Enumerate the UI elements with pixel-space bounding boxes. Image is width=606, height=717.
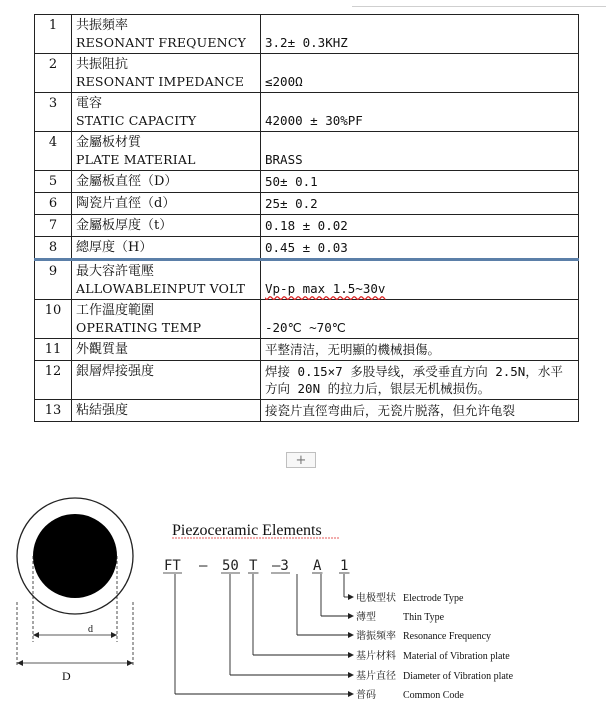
parameter-name [72, 260, 261, 300]
parameter-name-en: PLATE MATERIAL [76, 152, 196, 167]
row-number: 8 [35, 237, 72, 260]
parameter-value [261, 260, 579, 300]
annotation-en: Common Code [403, 690, 464, 701]
row-number: 11 [35, 339, 72, 361]
parameter-name [72, 215, 261, 237]
code-part: FT [164, 558, 181, 574]
annotation-en: Resonance Frequency [403, 631, 492, 642]
diagram-title: Piezoceramic Elements [172, 522, 322, 539]
parameter-value-text: BRASS [265, 152, 303, 167]
table-row [35, 171, 579, 193]
parameter-value [261, 171, 579, 193]
parameter-value-text: 接瓷片直徑弯曲后，无瓷片脱落，但允许龟裂 [265, 403, 516, 418]
parameter-name-en: OPERATING TEMP [76, 320, 202, 335]
table-row [35, 400, 579, 422]
parameter-name [72, 339, 261, 361]
parameter-value [261, 54, 579, 93]
parameter-value [261, 339, 579, 361]
row-number: 2 [35, 54, 72, 93]
piezo-diagram [0, 477, 606, 717]
parameter-name [72, 15, 261, 54]
row-number: 10 [35, 300, 72, 339]
row-number: 3 [35, 93, 72, 132]
row-number: 9 [35, 260, 72, 300]
parameter-name [72, 361, 261, 400]
table-row [35, 15, 579, 54]
code-part: – [199, 558, 208, 574]
annotation-cn: 谐振频率 [356, 631, 396, 642]
code-part: 1 [340, 558, 349, 574]
parameter-name-cn: 陶瓷片直徑（d） [76, 196, 176, 211]
parameter-value-text: 50± 0.1 [265, 174, 318, 189]
parameter-value [261, 300, 579, 339]
parameter-value-text: 42000 ± 30%PF [265, 113, 363, 128]
disc-drawing [17, 498, 133, 683]
parameter-value [261, 361, 579, 400]
code-leaders [175, 574, 514, 701]
parameter-name-cn: 銀層焊接强度 [76, 364, 155, 379]
outer-diameter-label: D [62, 669, 71, 683]
parameter-value-text: -20℃ ~70℃ [265, 320, 346, 335]
parameter-name [72, 132, 261, 171]
parameter-name-cn: 總厚度（H） [76, 240, 153, 255]
code-part: T [249, 558, 258, 574]
parameter-name-cn: 金屬板厚度（t） [76, 218, 173, 233]
header-rule [352, 0, 606, 7]
parameter-value-text: 平整清洁，无明顯的機械損傷。 [265, 342, 441, 357]
parameter-name [72, 237, 261, 260]
table-row [35, 237, 579, 260]
annotation-cn: 薄型 [356, 612, 376, 623]
table-row [35, 361, 579, 400]
row-number: 5 [35, 171, 72, 193]
parameter-value-text: 25± 0.2 [265, 196, 318, 211]
annotation-cn: 基片直径 [356, 671, 396, 682]
parameter-name [72, 54, 261, 93]
model-code [163, 558, 350, 574]
table-row [35, 339, 579, 361]
annotation-en: Material of Vibration plate [403, 651, 510, 662]
parameter-name [72, 300, 261, 339]
table-row [35, 260, 579, 300]
inner-diameter-label: d [88, 624, 93, 635]
parameter-value [261, 132, 579, 171]
annotation-en: Electrode Type [403, 593, 464, 604]
parameter-value [261, 237, 579, 260]
parameter-name [72, 93, 261, 132]
ceramic-disc [33, 514, 117, 598]
row-number: 6 [35, 193, 72, 215]
parameter-value [261, 193, 579, 215]
parameter-value-text: 3.2± 0.3KHZ [265, 35, 348, 50]
parameter-name-cn: 工作溫度範圍 [76, 303, 155, 318]
add-row-button[interactable]: + [286, 452, 316, 468]
parameter-value-text: 0.45 ± 0.03 [265, 240, 348, 255]
parameter-name-cn: 粘結强度 [76, 403, 129, 418]
code-part: –3 [272, 558, 289, 574]
table-row [35, 300, 579, 339]
annotation-cn: 普码 [356, 690, 376, 701]
parameter-value [261, 15, 579, 54]
annotation-en: Diameter of Vibration plate [403, 671, 514, 682]
parameter-name [72, 193, 261, 215]
parameter-value [261, 215, 579, 237]
parameter-name [72, 400, 261, 422]
parameter-name-cn: 共振阻抗 [76, 57, 129, 72]
row-number: 4 [35, 132, 72, 171]
parameter-name-cn: 外觀質量 [76, 342, 129, 357]
annotation-cn: 电极型状 [356, 593, 396, 604]
table-row [35, 215, 579, 237]
parameter-value-text: 0.18 ± 0.02 [265, 218, 348, 233]
annotation-cn: 基片材料 [356, 651, 396, 662]
parameter-value-text: ≤200Ω [265, 74, 303, 89]
parameter-name-en: RESONANT FREQUENCY [76, 35, 247, 50]
spec-table [34, 14, 579, 422]
parameter-name-cn: 最大容許電壓 [76, 264, 155, 279]
parameter-name-cn: 金屬板材質 [76, 135, 142, 150]
code-part: A [313, 558, 322, 574]
parameter-name-cn: 金屬板直徑（D） [76, 174, 178, 189]
annotation-en: Thin Type [403, 612, 445, 623]
parameter-name-cn: 電容 [76, 96, 103, 111]
parameter-name-en: STATIC CAPACITY [76, 113, 197, 128]
row-number: 1 [35, 15, 72, 54]
row-number: 7 [35, 215, 72, 237]
table-row [35, 54, 579, 93]
code-part: 50 [222, 558, 239, 574]
parameter-name-cn: 共振頻率 [76, 18, 129, 33]
table-row [35, 93, 579, 132]
parameter-value [261, 93, 579, 132]
parameter-value-text: Vp-p max 1.5~30v [265, 281, 386, 296]
parameter-value [261, 400, 579, 422]
row-number: 12 [35, 361, 72, 400]
parameter-value-text: 焊接 0.15×7 多股导线，承受垂直方向 2.5N，水平方向 20N 的拉力后，银层无机械损伤。 [265, 364, 563, 396]
parameter-name [72, 171, 261, 193]
parameter-name-en: RESONANT IMPEDANCE [76, 74, 245, 89]
parameter-name-en: ALLOWABLEINPUT VOLT [76, 281, 246, 296]
table-row [35, 193, 579, 215]
table-row [35, 132, 579, 171]
row-number: 13 [35, 400, 72, 422]
